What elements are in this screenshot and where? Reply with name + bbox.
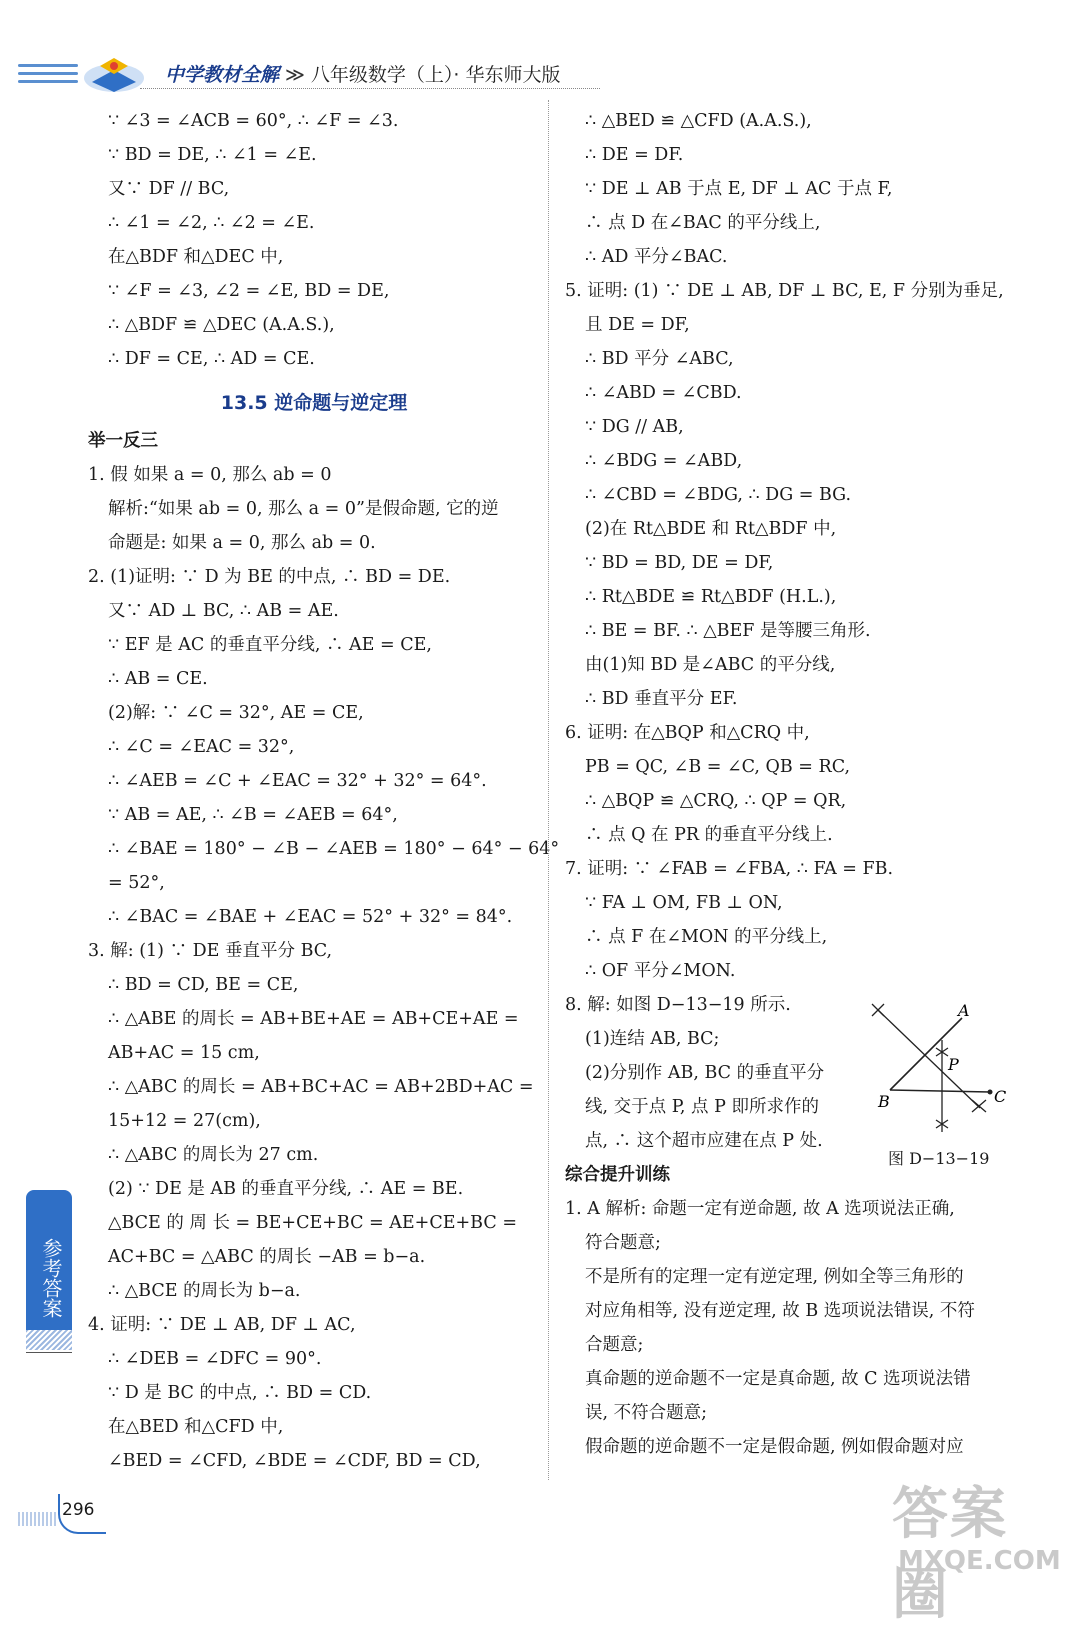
label-a: A bbox=[958, 1001, 970, 1020]
text-line: ∴ △ABC 的周长 = AB+BC+AC = AB+2BD+AC = bbox=[108, 1077, 534, 1097]
text-line: ∴ ∠CBD = ∠BDG, ∴ DG = BG. bbox=[585, 485, 852, 505]
text-line: 假命题的逆命题不一定是假命题, 例如假命题对应 bbox=[585, 1437, 964, 1457]
text-line: ∴ DE = DF. bbox=[585, 145, 684, 165]
text-line: 且 DE = DF, bbox=[585, 315, 690, 335]
text-line: 线, 交于点 P, 点 P 即所求作的 bbox=[585, 1097, 819, 1117]
text-line: ∴ △BED ≌ △CFD (A.A.S.), bbox=[585, 111, 812, 131]
text-line: 命题是: 如果 a = 0, 那么 ab = 0. bbox=[108, 533, 376, 553]
text-line: 不是所有的定理一定有逆定理, 例如全等三角形的 bbox=[585, 1267, 964, 1287]
text-line: ∴ ∠ABD = ∠CBD. bbox=[585, 383, 742, 403]
label-b: B bbox=[878, 1092, 890, 1111]
text-line: 15+12 = 27(cm), bbox=[108, 1111, 261, 1131]
perp-bisector-ab bbox=[878, 1010, 980, 1108]
geometry-figure bbox=[868, 1000, 1028, 1170]
text-line: ∴ ∠BAE = 180° − ∠B − ∠AEB = 180° − 64° − 64° bbox=[108, 839, 560, 859]
text-line: ∵ FA ⊥ OM, FB ⊥ ON, bbox=[585, 893, 783, 913]
text-line: 1. 假 如果 a = 0, 那么 ab = 0 bbox=[88, 465, 332, 485]
text-line: ∴ ∠1 = ∠2, ∴ ∠2 = ∠E. bbox=[108, 213, 315, 233]
text-line: ∴ 点 D 在∠BAC 的平分线上, bbox=[585, 213, 821, 233]
arc-mark-right bbox=[972, 1100, 986, 1112]
text-line: ∵ AB = AE, ∴ ∠B = ∠AEB = 64°, bbox=[108, 805, 398, 825]
header-decoration-lines bbox=[18, 64, 78, 88]
segment-bc bbox=[890, 1090, 990, 1092]
text-line: 由(1)知 BD 是∠ABC 的平分线, bbox=[585, 655, 836, 675]
text-line: ∠BED = ∠CFD, ∠BDE = ∠CDF, BD = CD, bbox=[108, 1451, 481, 1471]
column-divider bbox=[548, 100, 549, 1480]
text-line: 6. 证明: 在△BQP 和△CRQ 中, bbox=[565, 723, 810, 743]
right-column bbox=[565, 104, 1025, 1464]
text-line: 在△BED 和△CFD 中, bbox=[108, 1417, 284, 1437]
text-line: 8. 解: 如图 D−13−19 所示. bbox=[565, 995, 791, 1015]
text-line: ∴ △ABE 的周长 = AB+BE+AE = AB+CE+AE = bbox=[108, 1009, 519, 1029]
side-tab-rule bbox=[26, 1352, 72, 1353]
book-logo-icon bbox=[78, 52, 150, 96]
text-line: 4. 证明: ∵ DE ⊥ AB, DF ⊥ AC, bbox=[88, 1315, 356, 1335]
page-number: 296 bbox=[62, 1500, 95, 1520]
page-header bbox=[0, 0, 1091, 100]
text-line: ∴ ∠C = ∠EAC = 32°, bbox=[108, 737, 295, 757]
text-line: ∴ BD 垂直平分 EF. bbox=[585, 689, 738, 709]
text-line: ∵ EF 是 AC 的垂直平分线, ∴ AE = CE, bbox=[108, 635, 432, 655]
text-line: ∴ BD = CD, BE = CE, bbox=[108, 975, 299, 995]
arc-mark-top bbox=[872, 1004, 884, 1016]
side-tab-label: 参考答案 bbox=[39, 1238, 63, 1318]
text-line: 符合题意; bbox=[585, 1233, 661, 1253]
text-line: 真命题的逆命题不一定是真命题, 故 C 选项说法错 bbox=[585, 1369, 971, 1389]
text-line: ∴ AD 平分∠BAC. bbox=[585, 247, 728, 267]
header-title-sub: 八年级数学（上）· 华东师大版 bbox=[310, 64, 561, 86]
label-c: C bbox=[994, 1087, 1007, 1106]
text-line: 3. 解: (1) ∵ DE 垂直平分 BC, bbox=[88, 941, 333, 961]
point-c bbox=[988, 1090, 993, 1095]
text-line: ∴ △BQP ≌ △CRQ, ∴ QP = QR, bbox=[585, 791, 847, 811]
text-line: ∴ AB = CE. bbox=[108, 669, 208, 689]
text-line: 在△BDF 和△DEC 中, bbox=[108, 247, 284, 267]
text-line: 误, 不符合题意; bbox=[585, 1403, 708, 1423]
text-line: (2)分别作 AB, BC 的垂直平分 bbox=[585, 1063, 825, 1083]
text-line: ∴ OF 平分∠MON. bbox=[585, 961, 736, 981]
header-title-main: 中学教材全解 bbox=[165, 64, 280, 86]
text-line: 又∵ AD ⊥ BC, ∴ AB = AE. bbox=[108, 601, 339, 621]
text-line: PB = QC, ∠B = ∠C, QB = RC, bbox=[585, 757, 851, 777]
text-line: (2)在 Rt△BDE 和 Rt△BDF 中, bbox=[585, 519, 837, 539]
text-line: = 52°, bbox=[108, 873, 165, 893]
label-p: P bbox=[948, 1055, 959, 1074]
text-line: 7. 证明: ∵ ∠FAB = ∠FBA, ∴ FA = FB. bbox=[565, 859, 894, 879]
text-line: 点, ∴ 这个超市应建在点 P 处. bbox=[585, 1131, 823, 1151]
text-line: AB+AC = 15 cm, bbox=[108, 1043, 260, 1063]
text-line: ∵ BD = BD, DE = DF, bbox=[585, 553, 774, 573]
watermark bbox=[892, 1470, 1062, 1627]
footer-stripes bbox=[18, 1512, 58, 1526]
text-line: ∴ ∠BAC = ∠BAE + ∠EAC = 52° + 32° = 84°. bbox=[108, 907, 513, 927]
text-line: ∵ DG // AB, bbox=[585, 417, 684, 437]
watermark-logo-text: 答案圈 bbox=[892, 1482, 1008, 1627]
text-line: (2) ∵ DE 是 AB 的垂直平分线, ∴ AE = BE. bbox=[108, 1179, 464, 1199]
section-heading: 举一反三 bbox=[88, 431, 158, 451]
header-underline bbox=[140, 88, 600, 89]
text-line: ∵ DE ⊥ AB 于点 E, DF ⊥ AC 于点 F, bbox=[585, 179, 893, 199]
segment-ab bbox=[890, 1018, 962, 1090]
text-line: 对应角相等, 没有逆定理, 故 B 选项说法错误, 不符 bbox=[585, 1301, 975, 1321]
text-line: ∴ BE = BF. ∴ △BEF 是等腰三角形. bbox=[585, 621, 871, 641]
text-line: △BCE 的 周 长 = BE+CE+BC = AE+CE+BC = bbox=[108, 1213, 517, 1233]
text-line: 5. 证明: (1) ∵ DE ⊥ AB, DF ⊥ BC, E, F 分别为垂足, bbox=[565, 281, 1004, 301]
text-line: ∴ ∠DEB = ∠DFC = 90°. bbox=[108, 1349, 322, 1369]
text-line: ∵ ∠F = ∠3, ∠2 = ∠E, BD = DE, bbox=[108, 281, 390, 301]
section-title: 13.5 逆命题与逆定理 bbox=[220, 392, 408, 414]
text-line: ∴ △BDF ≌ △DEC (A.A.S.), bbox=[108, 315, 335, 335]
text-line: (1)连结 AB, BC; bbox=[585, 1029, 720, 1049]
text-line: 1. A 解析: 命题一定有逆命题, 故 A 选项说法正确, bbox=[565, 1199, 955, 1219]
header-separator: ≫ bbox=[285, 64, 305, 86]
text-line: 解析:“如果 ab = 0, 那么 a = 0”是假命题, 它的逆 bbox=[108, 499, 499, 519]
header-title bbox=[165, 60, 561, 87]
text-line: ∴ 点 Q 在 PR 的垂直平分线上. bbox=[585, 825, 833, 845]
text-line: 合题意; bbox=[585, 1335, 644, 1355]
text-line: ∴ ∠BDG = ∠ABD, bbox=[585, 451, 743, 471]
watermark-url: MXQE.COM bbox=[898, 1546, 1061, 1576]
text-line: ∴ DF = CE, ∴ AD = CE. bbox=[108, 349, 315, 369]
text-line: 又∵ DF // BC, bbox=[108, 179, 230, 199]
text-line: 2. (1)证明: ∵ D 为 BE 的中点, ∴ BD = DE. bbox=[88, 567, 451, 587]
text-line: ∴ ∠AEB = ∠C + ∠EAC = 32° + 32° = 64°. bbox=[108, 771, 487, 791]
text-line: (2)解: ∵ ∠C = 32°, AE = CE, bbox=[108, 703, 364, 723]
left-column bbox=[88, 104, 560, 1478]
text-line: ∴ BD 平分 ∠ABC, bbox=[585, 349, 734, 369]
text-line: AC+BC = △ABC 的周长 −AB = b−a. bbox=[108, 1247, 426, 1267]
text-line: ∵ D 是 BC 的中点, ∴ BD = CD. bbox=[108, 1383, 372, 1403]
text-line: ∴ 点 F 在∠MON 的平分线上, bbox=[585, 927, 828, 947]
figure-caption: 图 D−13−19 bbox=[888, 1149, 990, 1168]
text-line: ∵ ∠3 = ∠ACB = 60°, ∴ ∠F = ∠3. bbox=[108, 111, 399, 131]
side-tab-stripes bbox=[26, 1330, 72, 1350]
text-line: ∴ △ABC 的周长为 27 cm. bbox=[108, 1145, 319, 1165]
section-heading: 综合提升训练 bbox=[565, 1165, 670, 1185]
text-line: ∵ BD = DE, ∴ ∠1 = ∠E. bbox=[108, 145, 317, 165]
text-line: ∴ Rt△BDE ≌ Rt△BDF (H.L.), bbox=[585, 587, 837, 607]
text-line: ∴ △BCE 的周长为 b−a. bbox=[108, 1281, 301, 1301]
